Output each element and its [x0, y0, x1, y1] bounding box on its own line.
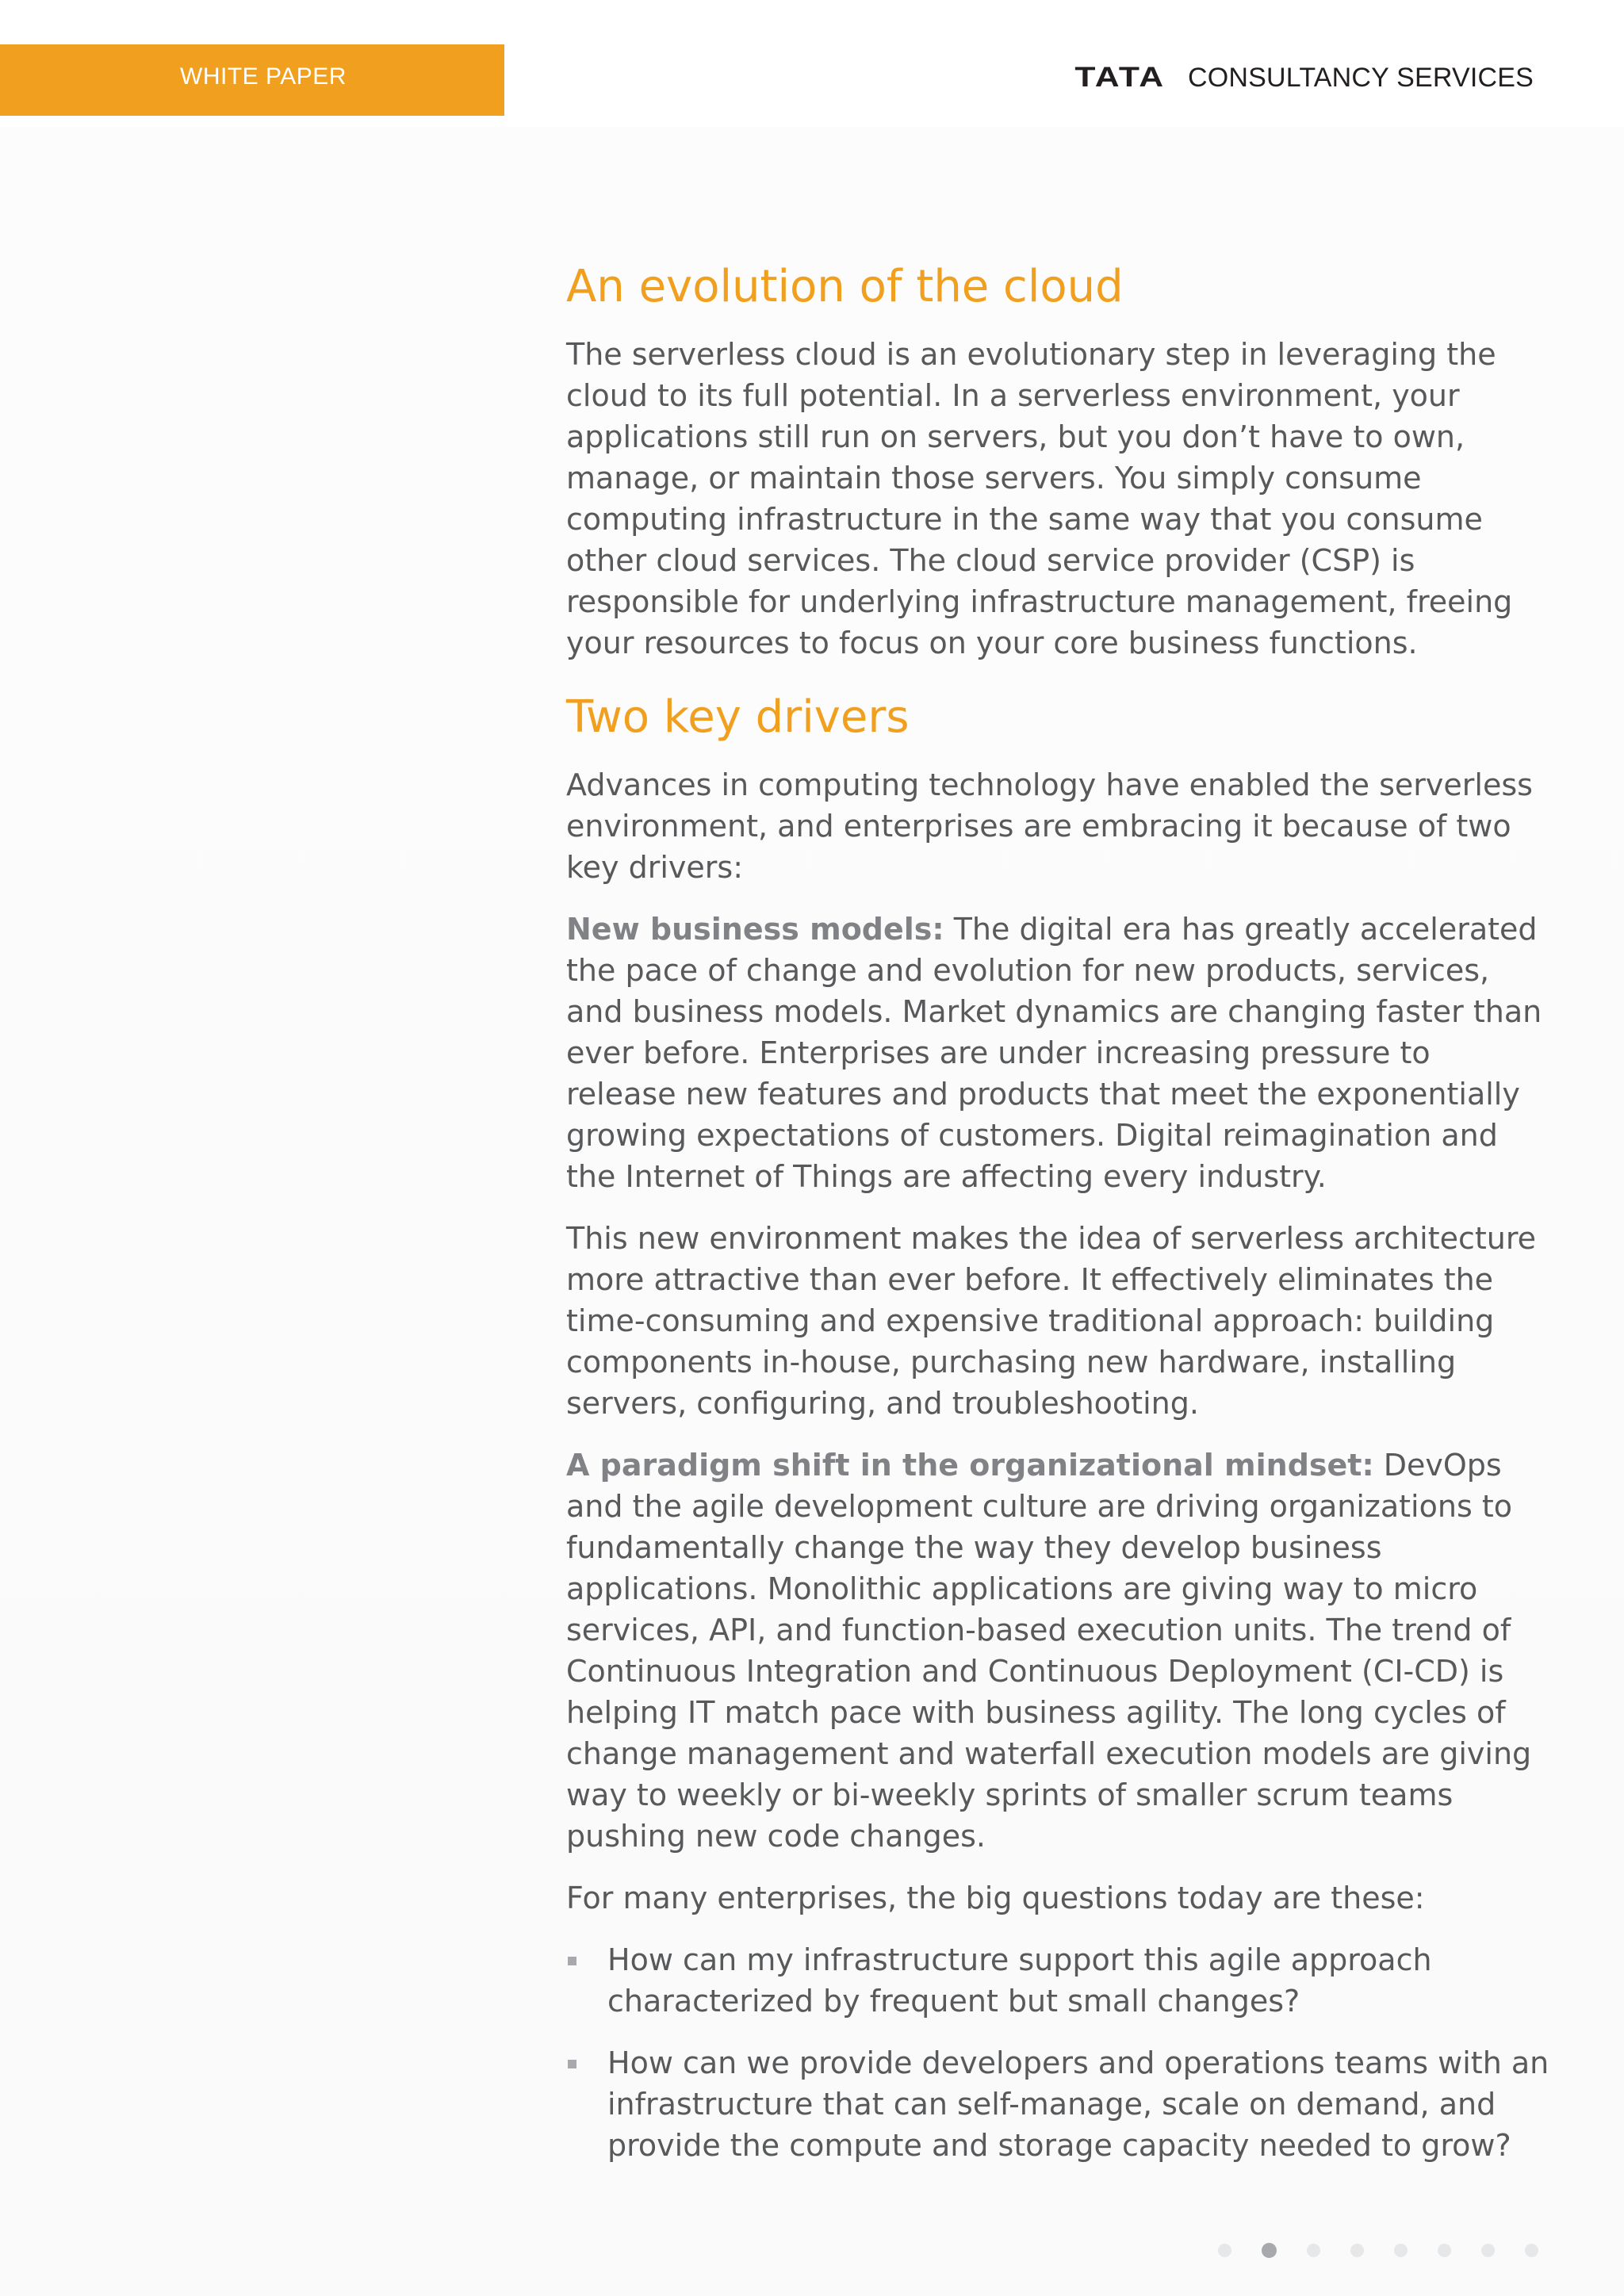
question-text: How can we provide developers and operations teams with an infrastructure that can self-manage, scale on demand, and provide the compute and storage capacity needed to grow?: [607, 2045, 1549, 2163]
questions-list: [566, 1939, 1549, 2166]
main-content: [566, 258, 1549, 2187]
serverless-benefits-paragraph: This new environment makes the idea of serverless architecture more attractive than ever before. It effectively eliminates the time-consuming and expensive traditional approach: building components in-house, purchasing new hardware, installing servers, configuring, and troubleshooting.: [566, 1220, 1537, 1421]
brand-mark: TATA: [1074, 62, 1166, 93]
page-dot[interactable]: [1262, 2243, 1277, 2258]
brand-name: CONSULTANCY SERVICES: [1187, 63, 1534, 93]
list-item: [566, 2042, 1549, 2166]
page-dot[interactable]: [1394, 2244, 1408, 2257]
page-dot[interactable]: [1481, 2244, 1495, 2257]
page-dot[interactable]: [1350, 2244, 1364, 2257]
page-indicator: [1218, 2243, 1538, 2258]
driver-mindset-text: DevOps and the agile development culture are driving organizations to fundamentally change the way they develop business applications. Monolithic applications are giving way to micro services, API, and function-based execution units. The trend of Continuous Integration and Continuous Deployment (CI-CD) is helping IT match pace with business agility. The long cycles of change management and waterfall execution models are giving way to weekly or bi-weekly sprints of smaller scrum teams pushing new code changes.: [566, 1447, 1532, 1854]
driver-business-models-label: New business models:: [566, 911, 944, 947]
evolution-paragraph: The serverless cloud is an evolutionary step in leveraging the cloud to its full potential. In a serverless environment, your applications still run on servers, but you don’t have to own, manage, or maintain those servers. You simply consume computing infrastructure in the same way that you consume other cloud services. The cloud service provider (CSP) is responsible for underlying infrastructure management, freeing your resources to focus on your core business functions.: [566, 336, 1513, 660]
list-item: [566, 1939, 1549, 2022]
section-heading-drivers: Two key drivers: [566, 691, 910, 743]
page-dot[interactable]: [1307, 2244, 1320, 2257]
document-type-band: [0, 44, 504, 116]
square-bullet-icon: [568, 1957, 576, 1965]
driver-business-models-text: The digital era has greatly accelerated the pace of change and evolution for new products, services, and business models. Market dynamics are changing faster than ever before. Enterprises are under increasing pressure to release new features and products that meet the exponentially growing expectations of customers. Digital reimagination and the Internet of Things are affecting every industry.: [566, 911, 1542, 1194]
questions-intro-paragraph: For many enterprises, the big questions today are these:: [566, 1880, 1425, 1915]
question-text: How can my infrastructure support this agile approach characterized by frequent but small changes?: [607, 1942, 1432, 2019]
driver-business-models-paragraph: [566, 909, 1549, 1197]
page-dot[interactable]: [1218, 2244, 1231, 2257]
company-logo: [1074, 62, 1534, 94]
square-bullet-icon: [568, 2060, 576, 2068]
section-heading-evolution: An evolution of the cloud: [566, 261, 1124, 312]
page-dot[interactable]: [1438, 2244, 1451, 2257]
drivers-intro-paragraph: Advances in computing technology have enabled the serverless environment, and enterprises are embracing it because of two key drivers:: [566, 767, 1533, 885]
driver-mindset-label: A paradigm shift in the organizational mindset:: [566, 1447, 1374, 1483]
driver-mindset-paragraph: [566, 1445, 1549, 1857]
page-dot[interactable]: [1525, 2244, 1538, 2257]
document-type-label: WHITE PAPER: [180, 63, 347, 90]
